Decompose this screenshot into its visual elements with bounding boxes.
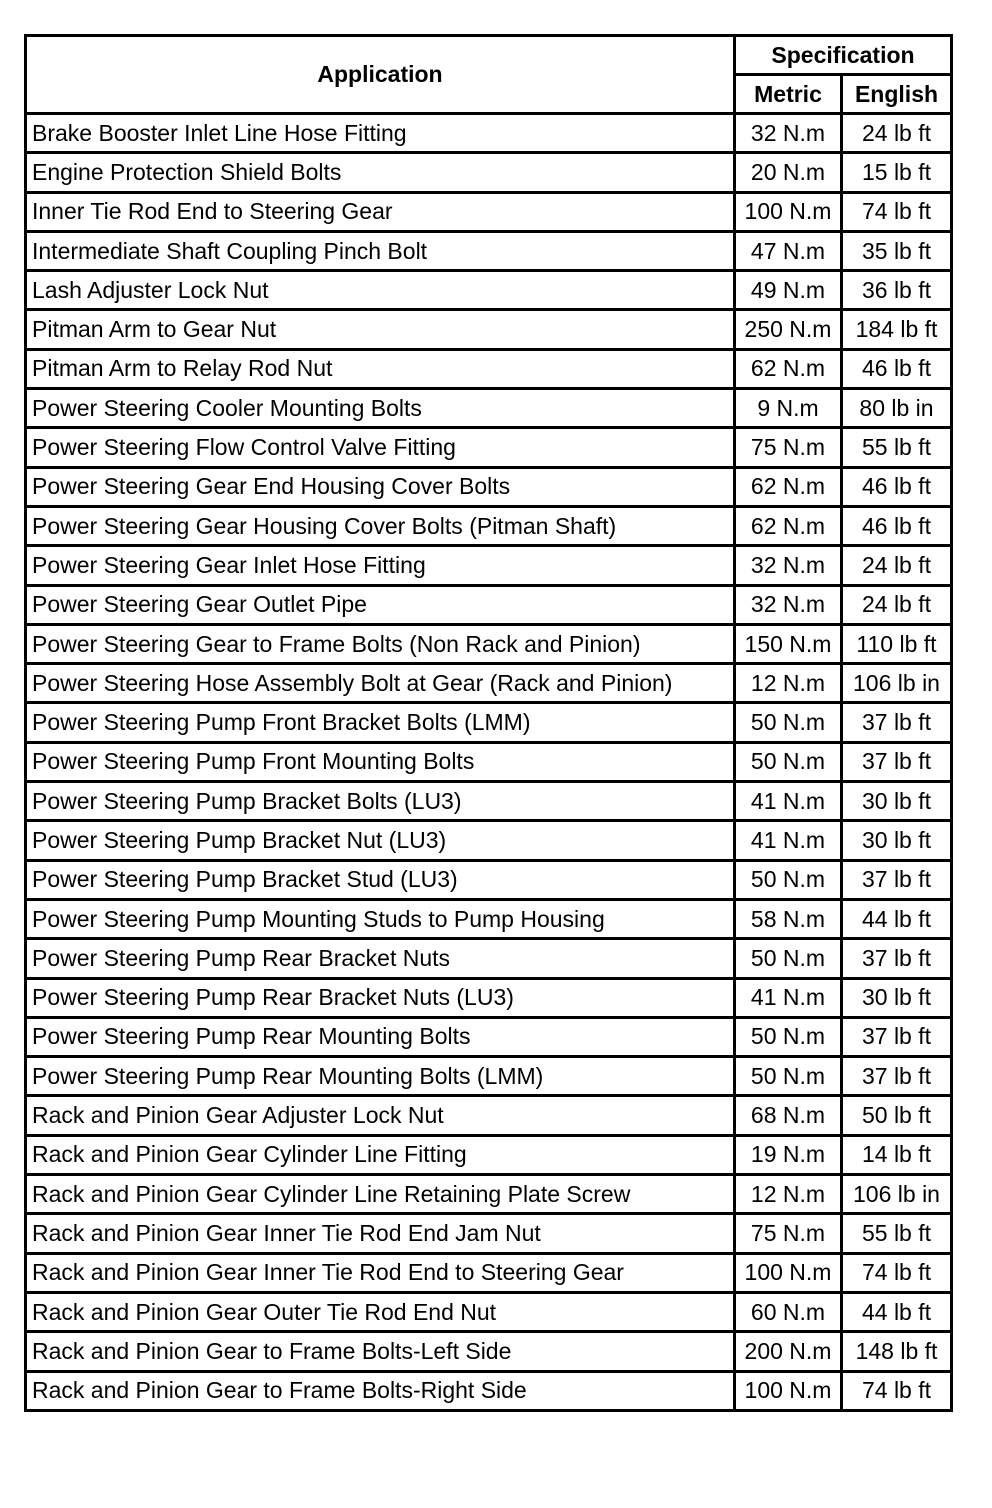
- application-cell: Power Steering Gear to Frame Bolts (Non Rack and Pinion): [26, 624, 735, 663]
- english-cell: 30 lb ft: [842, 978, 952, 1017]
- english-cell: 15 lb ft: [842, 153, 952, 192]
- english-cell: 46 lb ft: [842, 349, 952, 388]
- metric-cell: 32 N.m: [735, 585, 842, 624]
- application-cell: Rack and Pinion Gear Inner Tie Rod End to Steering Gear: [26, 1253, 735, 1292]
- metric-cell: 75 N.m: [735, 1214, 842, 1253]
- application-cell: Rack and Pinion Gear Cylinder Line Fitting: [26, 1135, 735, 1174]
- english-cell: 74 lb ft: [842, 1253, 952, 1292]
- table-row: [26, 271, 952, 310]
- english-cell: 24 lb ft: [842, 585, 952, 624]
- metric-cell: 150 N.m: [735, 624, 842, 663]
- metric-cell: 47 N.m: [735, 231, 842, 270]
- english-cell: 30 lb ft: [842, 821, 952, 860]
- application-cell: Power Steering Pump Front Bracket Bolts (LMM): [26, 703, 735, 742]
- application-cell: Power Steering Pump Bracket Bolts (LU3): [26, 782, 735, 821]
- table-row: [26, 742, 952, 781]
- table-row: [26, 153, 952, 192]
- metric-cell: 50 N.m: [735, 1017, 842, 1056]
- application-cell: Power Steering Hose Assembly Bolt at Gear (Rack and Pinion): [26, 664, 735, 703]
- english-cell: 37 lb ft: [842, 1057, 952, 1096]
- application-cell: Power Steering Pump Rear Mounting Bolts: [26, 1017, 735, 1056]
- english-cell: 37 lb ft: [842, 1017, 952, 1056]
- table-row: [26, 1017, 952, 1056]
- application-cell: Brake Booster Inlet Line Hose Fitting: [26, 114, 735, 153]
- metric-cell: 50 N.m: [735, 939, 842, 978]
- metric-cell: 58 N.m: [735, 899, 842, 938]
- application-cell: Pitman Arm to Gear Nut: [26, 310, 735, 349]
- english-cell: 37 lb ft: [842, 703, 952, 742]
- metric-cell: 20 N.m: [735, 153, 842, 192]
- application-cell: Power Steering Cooler Mounting Bolts: [26, 389, 735, 428]
- table-row: [26, 389, 952, 428]
- application-cell: Intermediate Shaft Coupling Pinch Bolt: [26, 231, 735, 270]
- metric-cell: 49 N.m: [735, 271, 842, 310]
- metric-cell: 100 N.m: [735, 1371, 842, 1410]
- metric-cell: 62 N.m: [735, 467, 842, 506]
- metric-cell: 62 N.m: [735, 506, 842, 545]
- metric-cell: 19 N.m: [735, 1135, 842, 1174]
- table-row: [26, 624, 952, 663]
- application-cell: Lash Adjuster Lock Nut: [26, 271, 735, 310]
- application-cell: Power Steering Gear Housing Cover Bolts (Pitman Shaft): [26, 506, 735, 545]
- english-cell: 14 lb ft: [842, 1135, 952, 1174]
- metric-cell: 12 N.m: [735, 664, 842, 703]
- application-cell: Pitman Arm to Relay Rod Nut: [26, 349, 735, 388]
- table-row: [26, 782, 952, 821]
- english-cell: 35 lb ft: [842, 231, 952, 270]
- english-cell: 74 lb ft: [842, 192, 952, 231]
- english-cell: 24 lb ft: [842, 546, 952, 585]
- table-row: [26, 546, 952, 585]
- application-header: Application: [26, 36, 735, 114]
- english-cell: 55 lb ft: [842, 1214, 952, 1253]
- application-cell: Power Steering Gear End Housing Cover Bolts: [26, 467, 735, 506]
- table-row: [26, 1135, 952, 1174]
- english-cell: 80 lb in: [842, 389, 952, 428]
- metric-cell: 41 N.m: [735, 978, 842, 1017]
- table-row: [26, 860, 952, 899]
- application-cell: Engine Protection Shield Bolts: [26, 153, 735, 192]
- english-cell: 74 lb ft: [842, 1371, 952, 1410]
- metric-cell: 60 N.m: [735, 1292, 842, 1331]
- metric-cell: 41 N.m: [735, 821, 842, 860]
- metric-cell: 75 N.m: [735, 428, 842, 467]
- application-cell: Power Steering Pump Rear Mounting Bolts (LMM): [26, 1057, 735, 1096]
- metric-cell: 100 N.m: [735, 1253, 842, 1292]
- table-row: [26, 428, 952, 467]
- english-cell: 46 lb ft: [842, 506, 952, 545]
- table-row: [26, 114, 952, 153]
- table-row: [26, 664, 952, 703]
- english-cell: 37 lb ft: [842, 939, 952, 978]
- english-header: English: [842, 75, 952, 114]
- table-row: [26, 1214, 952, 1253]
- english-cell: 37 lb ft: [842, 742, 952, 781]
- table-row: [26, 1057, 952, 1096]
- english-cell: 50 lb ft: [842, 1096, 952, 1135]
- table-row: [26, 1175, 952, 1214]
- application-cell: Power Steering Flow Control Valve Fitting: [26, 428, 735, 467]
- table-row: [26, 703, 952, 742]
- application-cell: Power Steering Pump Mounting Studs to Pump Housing: [26, 899, 735, 938]
- table-row: [26, 1332, 952, 1371]
- application-cell: Rack and Pinion Gear to Frame Bolts-Left Side: [26, 1332, 735, 1371]
- english-cell: 24 lb ft: [842, 114, 952, 153]
- metric-cell: 9 N.m: [735, 389, 842, 428]
- metric-cell: 50 N.m: [735, 703, 842, 742]
- table-row: [26, 1096, 952, 1135]
- table-header: [26, 36, 952, 114]
- metric-cell: 50 N.m: [735, 860, 842, 899]
- application-cell: Power Steering Pump Bracket Nut (LU3): [26, 821, 735, 860]
- metric-header: Metric: [735, 75, 842, 114]
- application-cell: Rack and Pinion Gear Adjuster Lock Nut: [26, 1096, 735, 1135]
- english-cell: 110 lb ft: [842, 624, 952, 663]
- table-row: [26, 939, 952, 978]
- english-cell: 46 lb ft: [842, 467, 952, 506]
- table-body: [26, 114, 952, 1411]
- english-cell: 148 lb ft: [842, 1332, 952, 1371]
- table-row: [26, 585, 952, 624]
- table-row: [26, 349, 952, 388]
- english-cell: 106 lb in: [842, 664, 952, 703]
- english-cell: 30 lb ft: [842, 782, 952, 821]
- metric-cell: 50 N.m: [735, 1057, 842, 1096]
- table-row: [26, 506, 952, 545]
- metric-cell: 32 N.m: [735, 546, 842, 585]
- table-row: [26, 1292, 952, 1331]
- metric-cell: 41 N.m: [735, 782, 842, 821]
- table-row: [26, 821, 952, 860]
- table-row: [26, 192, 952, 231]
- table-row: [26, 899, 952, 938]
- english-cell: 184 lb ft: [842, 310, 952, 349]
- metric-cell: 32 N.m: [735, 114, 842, 153]
- table-row: [26, 1253, 952, 1292]
- application-cell: Power Steering Gear Outlet Pipe: [26, 585, 735, 624]
- metric-cell: 68 N.m: [735, 1096, 842, 1135]
- english-cell: 44 lb ft: [842, 899, 952, 938]
- english-cell: 55 lb ft: [842, 428, 952, 467]
- metric-cell: 12 N.m: [735, 1175, 842, 1214]
- english-cell: 44 lb ft: [842, 1292, 952, 1331]
- specification-header: Specification: [735, 36, 952, 75]
- application-cell: Power Steering Pump Rear Bracket Nuts (LU3): [26, 978, 735, 1017]
- application-cell: Power Steering Pump Rear Bracket Nuts: [26, 939, 735, 978]
- metric-cell: 250 N.m: [735, 310, 842, 349]
- english-cell: 106 lb in: [842, 1175, 952, 1214]
- table-row: [26, 1371, 952, 1410]
- english-cell: 37 lb ft: [842, 860, 952, 899]
- application-cell: Rack and Pinion Gear to Frame Bolts-Right Side: [26, 1371, 735, 1410]
- application-cell: Rack and Pinion Gear Inner Tie Rod End Jam Nut: [26, 1214, 735, 1253]
- application-cell: Inner Tie Rod End to Steering Gear: [26, 192, 735, 231]
- table-row: [26, 310, 952, 349]
- application-cell: Power Steering Pump Front Mounting Bolts: [26, 742, 735, 781]
- application-cell: Rack and Pinion Gear Outer Tie Rod End Nut: [26, 1292, 735, 1331]
- metric-cell: 50 N.m: [735, 742, 842, 781]
- metric-cell: 200 N.m: [735, 1332, 842, 1371]
- torque-spec-table: [24, 34, 953, 1412]
- application-cell: Rack and Pinion Gear Cylinder Line Retaining Plate Screw: [26, 1175, 735, 1214]
- table-row: [26, 231, 952, 270]
- english-cell: 36 lb ft: [842, 271, 952, 310]
- application-cell: Power Steering Gear Inlet Hose Fitting: [26, 546, 735, 585]
- metric-cell: 100 N.m: [735, 192, 842, 231]
- metric-cell: 62 N.m: [735, 349, 842, 388]
- table-row: [26, 467, 952, 506]
- application-cell: Power Steering Pump Bracket Stud (LU3): [26, 860, 735, 899]
- table-row: [26, 978, 952, 1017]
